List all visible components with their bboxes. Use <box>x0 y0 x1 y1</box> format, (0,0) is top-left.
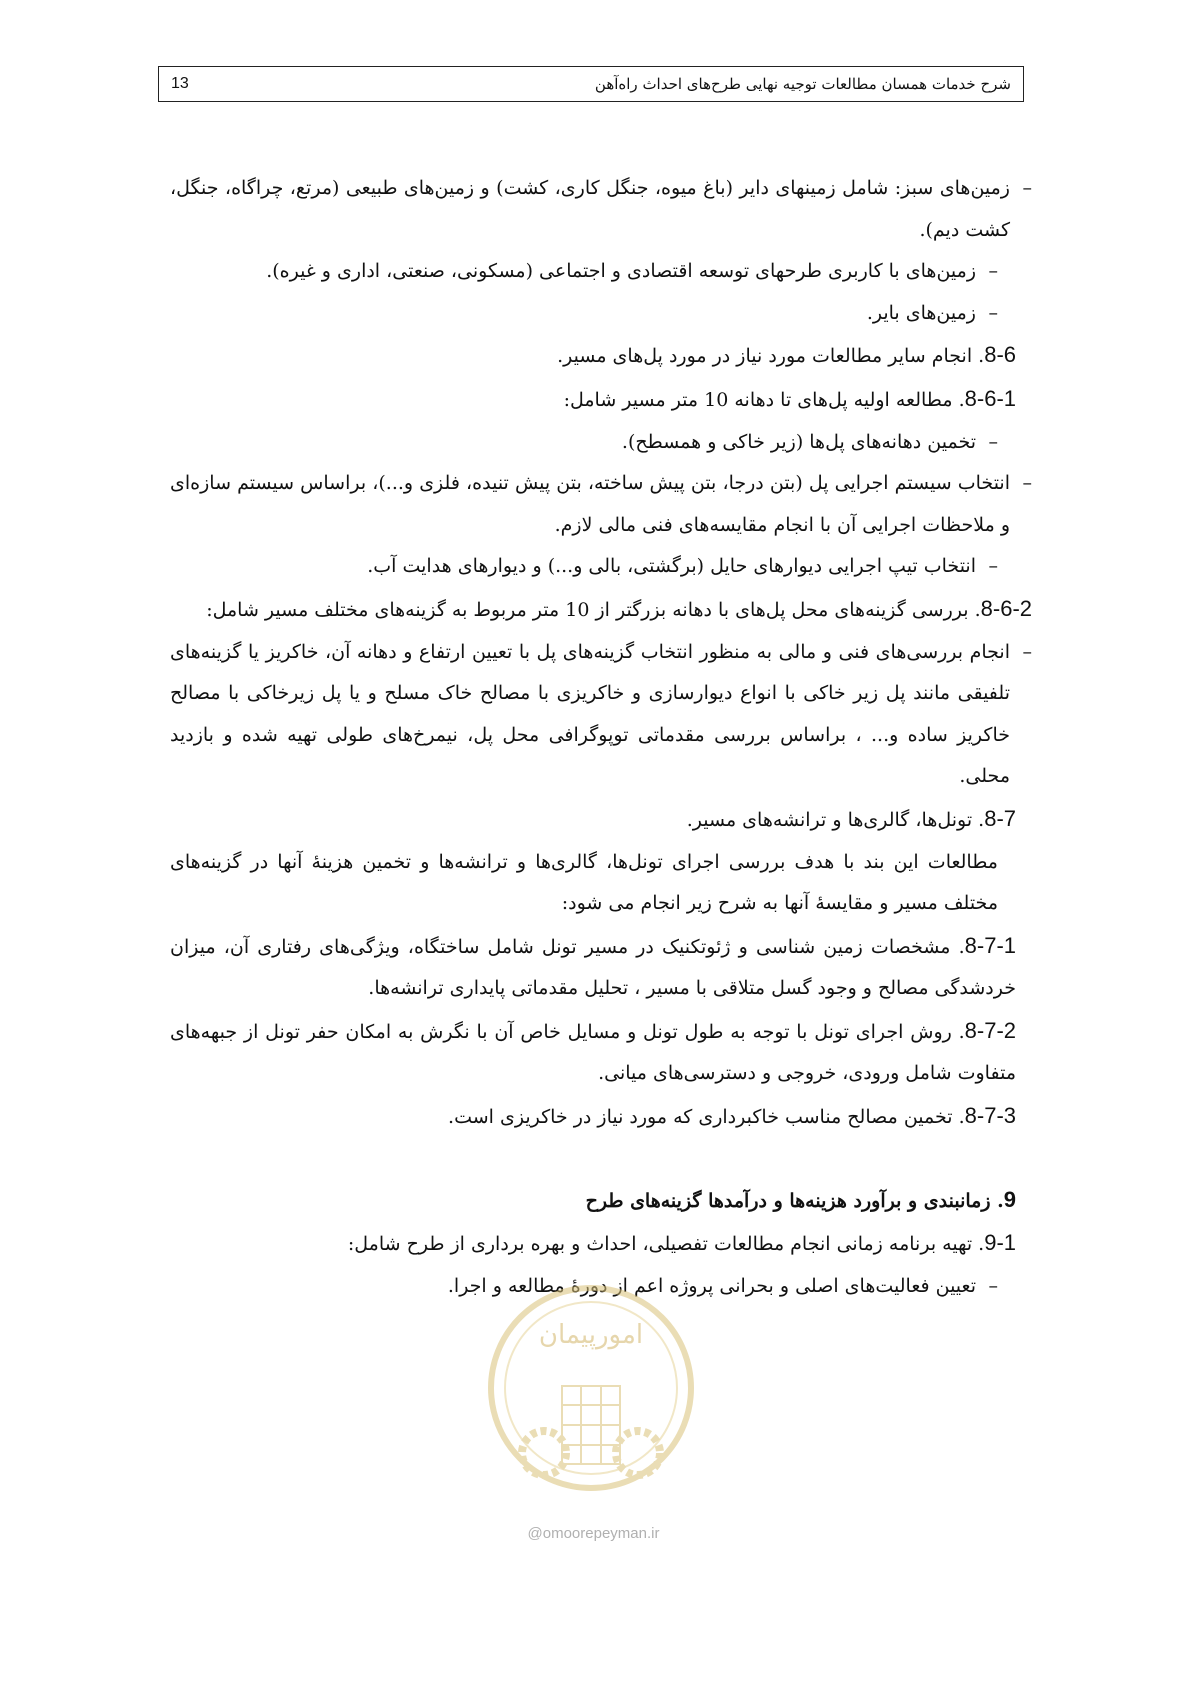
section-text: . مطالعه اولیه پل‌های تا دهانه 10 متر مسیر شامل: <box>563 388 965 411</box>
section-9-heading <box>170 1179 1016 1223</box>
section-text: . انجام سایر مطالعات مورد نیاز در مورد پل‌های مسیر. <box>557 345 985 368</box>
section-number: 8-6 <box>984 342 1016 368</box>
building-grid-icon <box>562 1386 620 1464</box>
watermark-logo-text: امورپیمان <box>538 1320 644 1350</box>
section-text: . مشخصات زمین شناسی و ژئوتکنیک در مسیر تونل شامل ساختگاه، ویژگی‌های رفتاری آن، میزان خردشدگی مصالح و وجود گسل متلاقی با مسیر ، تحلیل مقدماتی پایداری ترانشه‌ها. <box>170 935 1016 1000</box>
section-text: . تخمین مصالح مناسب خاکبرداری که مورد نیاز در خاکریزی است. <box>448 1106 965 1129</box>
bullet-bridge-spans: – تخمین دهانه‌های پل‌ها (زیر خاکی و همسطح). <box>170 422 998 464</box>
section-8-7 <box>170 798 1016 842</box>
section-text: . تهیه برنامه زمانی انجام مطالعات تفصیلی، احداث و بهره برداری از طرح شامل: <box>347 1233 985 1256</box>
bullet-bridge-system: – انتخاب سیستم اجرایی پل (بتن درجا، بتن پیش ساخته، بتن پیش تنیده، فلزی و...)، براساس سیستم سازه‌ای و ملاحظات اجرایی آن با انجام مقایسه‌های فنی مالی لازم. <box>170 463 1032 546</box>
bullet-green-lands: – زمین‌های سبز: شامل زمینهای دایر (باغ میوه، جنگل کاری، کشت) و زمین‌های طبیعی (مرتع، چراگاه، جنگل، کشت دیم). <box>170 168 1032 251</box>
watermark-site-text: omoorepeyman.ir <box>542 1525 660 1542</box>
document-body <box>170 168 1032 1307</box>
page-header <box>158 66 1024 102</box>
section-8-6-2 <box>170 588 1032 632</box>
section-text: . تونل‌ها، گالری‌ها و ترانشه‌های مسیر. <box>686 808 985 831</box>
bullet-barren-lands: – زمین‌های بایر. <box>170 293 998 335</box>
section-number: 8-7-1 <box>964 932 1016 958</box>
section-number: 9-1 <box>984 1230 1016 1256</box>
section-number: 8-7-2 <box>964 1017 1016 1043</box>
bullet-retaining-walls: – انتخاب تیپ اجرایی دیوارهای حایل (برگشتی، بالی و...) و دیوارهای هدایت آب. <box>170 546 998 588</box>
page-number: 13 <box>171 75 189 92</box>
section-heading-text: . زمانبندی و برآورد هزینه‌ها و درآمدها گزینه‌های طرح <box>585 1189 1004 1212</box>
section-number: 9 <box>1003 1186 1016 1212</box>
gear-icon <box>616 1431 660 1475</box>
section-text: . روش اجرای تونل با توجه به طول تونل و مسایل خاص آن با نگرش به امکان حفر تونل از جبهه‌های متفاوت شامل ورودی، خروجی و دسترسی‌های میانی. <box>170 1020 1016 1085</box>
watermark-ring <box>491 1288 691 1488</box>
bullet-critical-activities: – تعیین فعالیت‌های اصلی و بحرانی پروژه اعم از دورهٔ مطالعه و اجرا. <box>170 1266 998 1308</box>
section-number: 8-6-2 <box>980 595 1032 621</box>
section-number: 8-7 <box>984 805 1016 831</box>
section-8-6-1 <box>170 378 1016 422</box>
gear-icon <box>522 1431 566 1475</box>
bullet-development-lands: – زمین‌های با کاربری طرحهای توسعه اقتصادی و اجتماعی (مسکونی، صنعتی، اداری و غیره). <box>170 251 998 293</box>
bullet-bridge-studies: – انجام بررسی‌های فنی و مالی به منظور انتخاب گزینه‌های پل با تعیین ارتفاع و دهانه آن، خاکریز یا گزینه‌های تلفیقی مانند پل زیر خاکی با انواع دیوارسازی و خاکریزی با مصالح خاک مسلح و یا پل زیرخاکی با مصالح خاکریز ساده و... ، براساس بررسی مقدماتی توپوگرافی محل پل، نیمرخ‌های طولی تهیه شده و بازدید محلی. <box>170 632 1032 798</box>
section-9-1 <box>170 1222 1016 1266</box>
section-number: 8-6-1 <box>964 385 1016 411</box>
watermark-inner-ring <box>505 1302 677 1474</box>
section-number: 8-7-3 <box>964 1103 1016 1129</box>
section-8-6 <box>170 334 1016 378</box>
section-8-7-3 <box>170 1095 1016 1139</box>
section-gap <box>170 1139 1032 1179</box>
section-8-7-2 <box>170 1010 1016 1095</box>
paragraph-tunnel-studies: مطالعات این بند با هدف بررسی اجرای تونل‌ها، گالری‌ها و ترانشه‌ها و تخمین هزینهٔ آنها در گزینه‌های مختلف مسیر و مقایسهٔ آنها به شرح زیر انجام می شود: <box>170 850 998 915</box>
header-title: شرح خدمات همسان مطالعات توجیه نهایی طرح‌های احداث راه‌آهن <box>594 75 1011 93</box>
watermark-logo <box>484 1268 699 1536</box>
section-text: . بررسی گزینه‌های محل پل‌های با دهانه بزرگتر از 10 متر مربوط به گزینه‌های مختلف مسیر شامل: <box>206 598 981 621</box>
section-8-7-1 <box>170 925 1016 1010</box>
watermark-site: @omoorepeyman.ir <box>527 1525 660 1542</box>
